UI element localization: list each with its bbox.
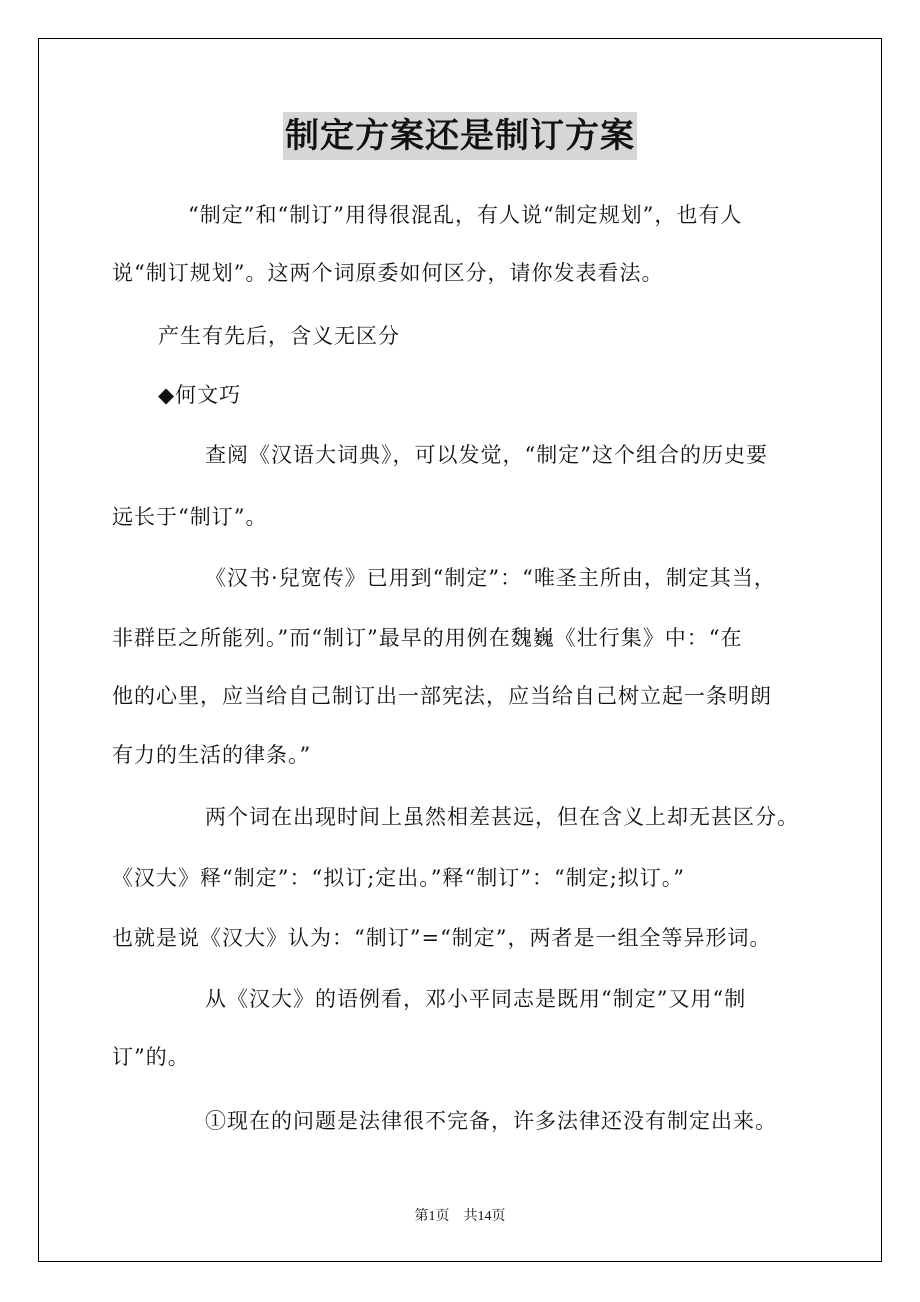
author-line: ◆何文巧 — [158, 383, 242, 407]
paragraph-line: 查阅《汉语大词典》，可以发觉，“制定”这个组合的历史要 — [205, 443, 768, 467]
paragraph-line: 《汉书·兒宽传》已用到“制定”：“唯圣主所由，制定其当， — [205, 566, 776, 590]
paragraph-line: 从《汉大》的语例看，邓小平同志是既用“制定”又用“制 — [205, 987, 747, 1011]
page-footer: 第1页 共14页 — [414, 1209, 506, 1224]
paragraph-line: 远长于“制订”。 — [112, 505, 268, 529]
paragraph-line: “制定”和“制订”用得很混乱，有人说“制定规划”，也有人 — [188, 203, 743, 227]
paragraph-line: 订”的。 — [112, 1045, 190, 1069]
subheading: 产生有先后，含义无区分 — [158, 324, 400, 348]
paragraph-line: 有力的生活的律条。” — [112, 743, 312, 767]
document-title — [0, 112, 920, 160]
paragraph-line: 也就是说《汉大》认为：“制订”=“制定”，两者是一组全等异形词。 — [112, 926, 772, 950]
paragraph-line: ①现在的问题是法律很不完备，许多法律还没有制定出来。 — [205, 1109, 777, 1133]
paragraph-line: 《汉大》释“制定”：“拟订;定出。”释“制订”：“制定;拟订。” — [112, 866, 686, 890]
paragraph-line: 他的心里，应当给自己制订出一部宪法，应当给自己树立起一条明朗 — [112, 684, 772, 708]
paragraph-line: 非群臣之所能列。”而“制订”最早的用例在魏巍《壮行集》中：“在 — [112, 626, 743, 650]
title-text: 制定方案还是制订方案 — [283, 112, 637, 160]
paragraph-line: 说“制订规划”。这两个词原委如何区分，请你发表看法。 — [112, 261, 664, 285]
paragraph-line: 两个词在出现时间上虽然相差甚远，但在含义上却无甚区分。 — [205, 805, 799, 829]
